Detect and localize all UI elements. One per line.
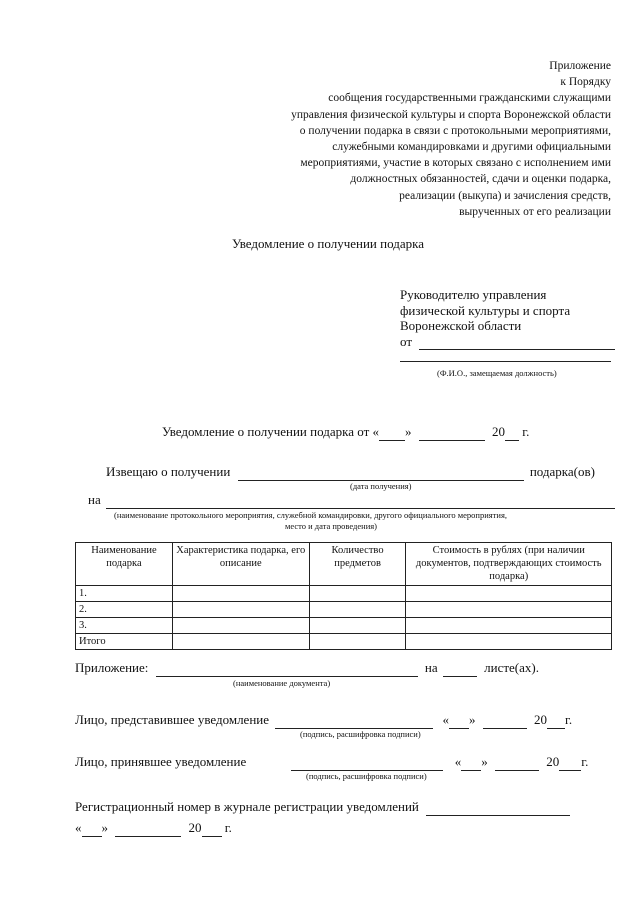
registration-number-field[interactable] (426, 799, 570, 816)
appendix-line: сообщения государственными гражданскими служащими (328, 92, 611, 105)
submitted-q-open: « (442, 712, 450, 727)
notice-line (162, 424, 529, 441)
table-cell[interactable] (309, 602, 406, 618)
accepted-day-field[interactable] (461, 754, 481, 771)
accepted-signature-field[interactable] (291, 754, 443, 771)
inform-prefix: Извещаю о получении (106, 464, 231, 479)
registration-year-field[interactable] (202, 820, 222, 837)
event-hint-1: (наименование протокольного мероприятия, служебной командировки, другого официального мероприятия, (114, 510, 507, 520)
table-cell[interactable] (309, 586, 406, 602)
table-cell[interactable] (172, 586, 309, 602)
table-header-cell: Стоимость в рублях (при наличии документов, подтверждающих стоимость подарка) (406, 543, 612, 586)
appendix-line: реализации (выкупа) и зачисления средств, (399, 189, 611, 202)
event-field[interactable] (106, 492, 615, 509)
attachment-sheets-label: листе(ах). (484, 660, 539, 675)
receipt-date-field[interactable] (238, 464, 524, 481)
notice-prefix: Уведомление о получении подарка от « (162, 424, 380, 439)
gifts-table (75, 542, 612, 650)
table-cell[interactable] (309, 634, 406, 650)
attachment-on: на (424, 660, 438, 675)
table-cell[interactable] (172, 618, 309, 634)
table-row-label: 1. (76, 586, 173, 602)
table-cell[interactable] (172, 634, 309, 650)
inform-line (106, 464, 595, 481)
appendix-line: к Порядку (560, 76, 611, 89)
registration-q-open: « (75, 820, 82, 835)
table-row-label: 3. (76, 618, 173, 634)
event-hint-2: место и дата проведения) (285, 521, 377, 531)
recipient-line-3: Воронежской области (400, 318, 522, 333)
notice-year-suffix: г. (522, 424, 530, 439)
submitted-line (75, 712, 572, 729)
recipient-line-1: Руководителю управления (400, 287, 547, 302)
document-title: Уведомление о получении подарка (232, 236, 424, 251)
accepted-label: Лицо, принявшее уведомление (75, 754, 247, 769)
appendix-line: служебными командировками и другими официальными (332, 141, 611, 154)
registration-year: 20 (188, 820, 202, 835)
attachment-label: Приложение: (75, 660, 149, 675)
appendix-line: мероприятиями, участие в которых связано с исполнением ими (300, 157, 611, 170)
attachment-doc-field[interactable] (156, 660, 418, 677)
from-label: от (400, 333, 413, 349)
table-cell[interactable] (406, 602, 612, 618)
table-row (76, 634, 612, 650)
submitted-g: г. (565, 712, 573, 727)
table-cell[interactable] (309, 618, 406, 634)
accepted-q-open: « (454, 754, 462, 769)
submitted-signature-field[interactable] (275, 712, 433, 729)
accepted-g: г. (581, 754, 589, 769)
table-cell[interactable] (406, 618, 612, 634)
appendix-line: о получении подарка в связи с протокольными мероприятиями, (299, 124, 611, 137)
table-row (76, 586, 612, 602)
registration-date-line (75, 820, 232, 837)
attachment-hint: (наименование документа) (233, 678, 331, 688)
accepted-line (75, 754, 588, 771)
appendix-block (211, 58, 611, 220)
table-row-label: 2. (76, 602, 173, 618)
table-row-label: Итого (76, 634, 173, 650)
registration-q-close: » (101, 820, 108, 835)
notice-close-quote: » (405, 424, 412, 439)
notice-day-field[interactable] (379, 424, 405, 441)
table-header-cell: Наименование подарка (76, 543, 173, 586)
table-header-cell: Количество предметов (309, 543, 406, 586)
accepted-q-close: » (481, 754, 488, 769)
registration-day-field[interactable] (82, 820, 102, 837)
recipient-line-2: физической культуры и спорта (400, 302, 571, 318)
submitted-q-close: » (469, 712, 476, 727)
notice-year-prefix: 20 (492, 424, 506, 439)
registration-month-field[interactable] (115, 820, 181, 837)
on-label: на (88, 492, 101, 507)
accepted-year: 20 (546, 754, 560, 769)
submitted-year: 20 (534, 712, 548, 727)
attachment-sheets-field[interactable] (443, 660, 477, 677)
appendix-line: управления физической культуры и спорта Воронежской области (291, 108, 611, 121)
registration-line (75, 799, 570, 816)
notice-month-field[interactable] (419, 424, 485, 441)
recipient-block (400, 287, 615, 350)
submitted-year-field[interactable] (547, 712, 565, 729)
table-header-cell: Характеристика подарка, его описание (172, 543, 309, 586)
submitted-day-field[interactable] (449, 712, 469, 729)
registration-g: г. (224, 820, 232, 835)
from-name-field[interactable] (419, 334, 615, 351)
submitted-hint: (подпись, расшифровка подписи) (300, 729, 421, 739)
date-hint: (дата получения) (350, 481, 412, 491)
table-cell[interactable] (406, 634, 612, 650)
from-hint: (Ф.И.О., замещаемая должность) (437, 368, 557, 378)
table-row (76, 618, 612, 634)
appendix-line: должностных обязанностей, сдачи и оценки подарка, (350, 173, 611, 186)
table-header-row (76, 543, 612, 586)
appendix-line: вырученных от его реализации (459, 205, 611, 218)
inform-suffix: подарка(ов) (529, 464, 595, 479)
on-line (88, 492, 615, 509)
registration-label: Регистрационный номер в журнале регистрации уведомлений (75, 799, 419, 814)
table-row (76, 602, 612, 618)
table-cell[interactable] (172, 602, 309, 618)
table-cell[interactable] (406, 586, 612, 602)
submitted-label: Лицо, представившее уведомление (75, 712, 270, 727)
accepted-year-field[interactable] (559, 754, 581, 771)
submitted-month-field[interactable] (483, 712, 527, 729)
attachment-line (75, 660, 539, 677)
accepted-month-field[interactable] (495, 754, 539, 771)
notice-year-field[interactable] (505, 424, 519, 441)
from-second-line[interactable] (400, 361, 611, 362)
accepted-hint: (подпись, расшифровка подписи) (306, 771, 427, 781)
appendix-line: Приложение (549, 60, 611, 72)
